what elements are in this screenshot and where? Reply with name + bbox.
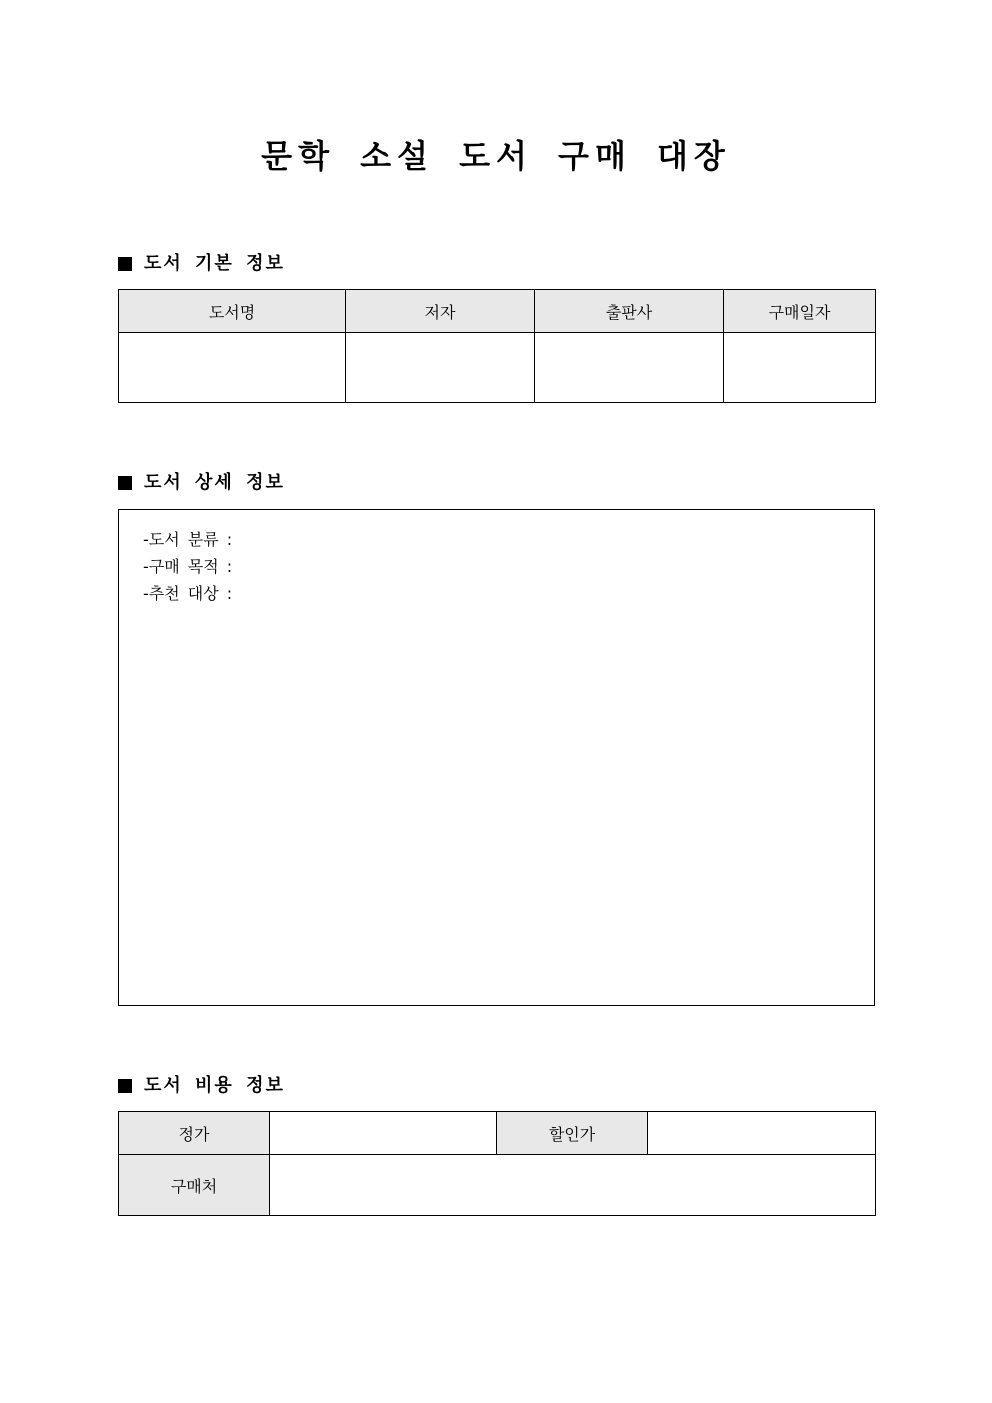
section-heading-detail-label: 도서 상세 정보	[144, 472, 285, 493]
purchase-date-cell[interactable]	[724, 333, 876, 403]
detail-line-audience: -추천 대상 :	[143, 584, 233, 603]
section-heading-basic	[118, 252, 285, 276]
publisher-cell[interactable]	[535, 333, 724, 403]
detail-info-box[interactable]	[118, 509, 875, 1006]
cost-info-table	[118, 1111, 876, 1216]
section-heading-detail	[118, 471, 285, 495]
column-header-publisher: 출판사	[535, 290, 724, 333]
vendor-label: 구매처	[119, 1155, 270, 1216]
page-title: 문학 소설 도서 구매 대장	[261, 137, 731, 175]
table-row	[119, 333, 876, 403]
section-heading-cost	[118, 1074, 285, 1098]
column-header-author: 저자	[346, 290, 535, 333]
table-row	[119, 1112, 876, 1155]
discount-price-cell[interactable]	[648, 1112, 876, 1155]
discount-price-label: 할인가	[497, 1112, 648, 1155]
title-cell[interactable]	[119, 333, 346, 403]
author-cell[interactable]	[346, 333, 535, 403]
detail-line-purpose: -구매 목적 :	[143, 557, 233, 576]
column-header-purchase-date: 구매일자	[724, 290, 876, 333]
column-header-title: 도서명	[119, 290, 346, 333]
section-heading-basic-label: 도서 기본 정보	[144, 253, 285, 274]
black-square-icon	[118, 257, 132, 271]
detail-line-category: -도서 분류 :	[143, 530, 233, 549]
section-heading-cost-label: 도서 비용 정보	[144, 1075, 285, 1096]
list-price-label: 정가	[119, 1112, 270, 1155]
black-square-icon	[118, 1079, 132, 1093]
basic-info-table	[118, 289, 876, 403]
vendor-cell[interactable]	[270, 1155, 876, 1216]
table-header-row	[119, 290, 876, 333]
black-square-icon	[118, 476, 132, 490]
table-row	[119, 1155, 876, 1216]
list-price-cell[interactable]	[270, 1112, 497, 1155]
